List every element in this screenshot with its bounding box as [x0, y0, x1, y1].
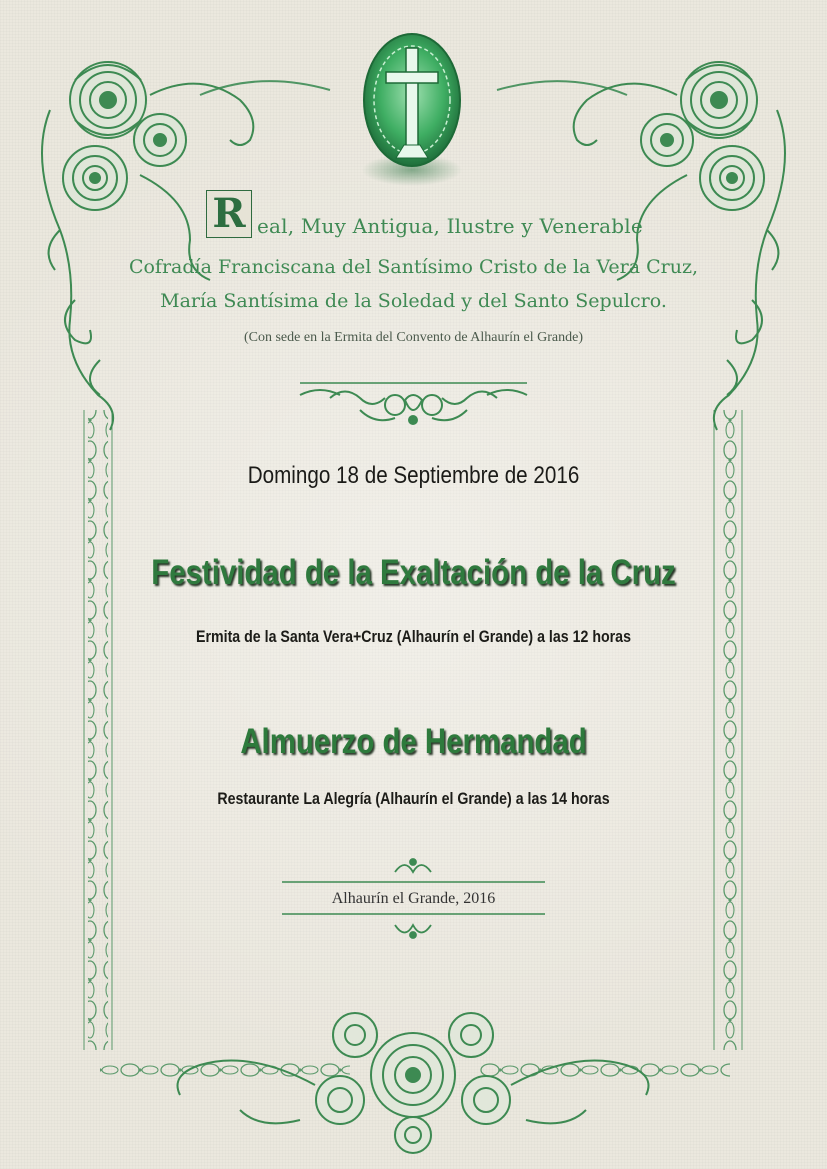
document-page: R eal, Muy Antigua, Ilustre y Venerable Cofradía Franciscana del Santísimo Cristo de la Vera Cruz, María Santísima de la Soledad y del Santo Sepulcro. (Con sede en la Ermita del Convento de Alhaurín el Grande) Domingo 18 de Septiembre de 2016 Festividad de la Exaltación de la Cruz Ermita de la Santa Vera+Cruz (Alhaurín el Grande) a las 12 horas Almuerzo de Hermandad Restaurante La Alegría (Alhaurín el Grande) a las 14 horas Alhaurín el Grande, 2016: [0, 0, 827, 1169]
cross-emblem-icon: [362, 34, 462, 186]
brotherhood-title-line3: María Santísima de la Soledad y del Santo Sepulcro.: [160, 290, 667, 312]
brotherhood-title-line2: Cofradía Franciscana del Santísimo Cristo de la Vera Cruz,: [128, 256, 699, 278]
event-date: Domingo 18 de Septiembre de 2016: [247, 462, 580, 489]
event-location: Ermita de la Santa Vera+Cruz (Alhaurín el Grande) a las 12 horas: [196, 628, 631, 646]
event-title: Festividad de la Exaltación de la Cruz: [151, 553, 676, 592]
event-location: Restaurante La Alegría (Alhaurín el Grande) a las 14 horas: [217, 790, 610, 808]
scroll-divider-icon: [300, 383, 527, 424]
floral-corner-ornament-icon: [574, 62, 785, 430]
event-title: Almuerzo de Hermandad: [240, 722, 587, 761]
footer-place-year: Alhaurín el Grande, 2016: [331, 890, 496, 907]
floral-corner-ornament-icon: [42, 62, 253, 430]
floral-bottom-ornament-icon: [178, 1013, 649, 1153]
headquarters-note: (Con sede en la Ermita del Convento de Alhaurín el Grande): [243, 330, 583, 345]
dropcap-letter: R: [206, 190, 252, 238]
